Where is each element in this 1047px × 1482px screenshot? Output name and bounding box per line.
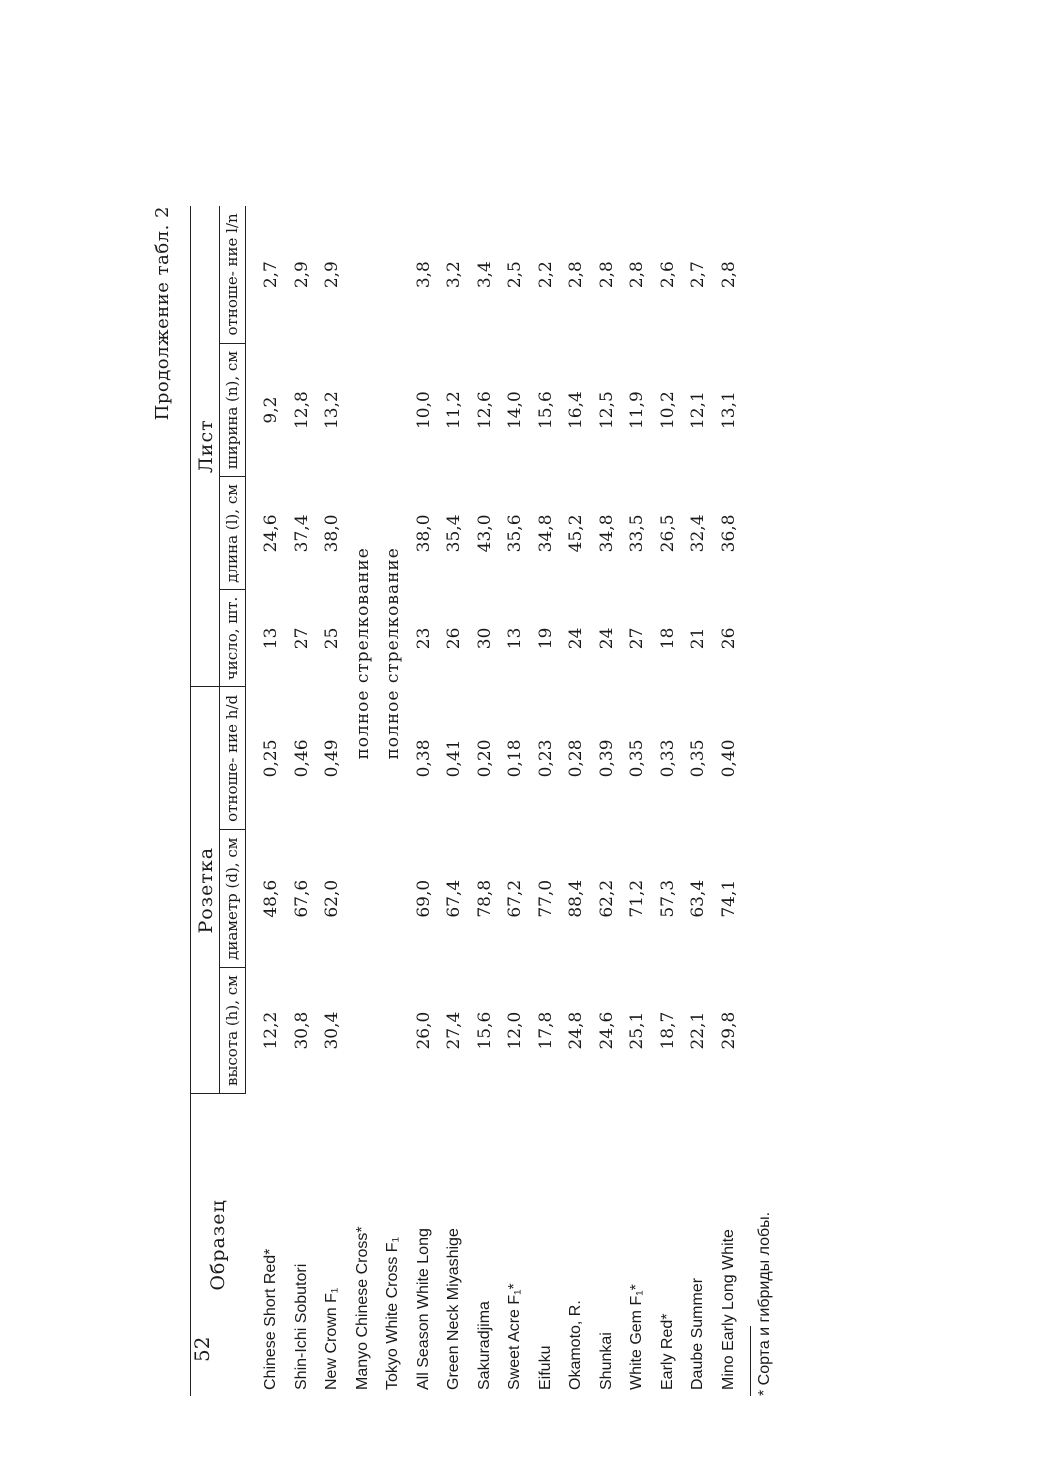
table-row <box>246 206 287 1396</box>
cell-h: 18,7 <box>657 1011 678 1050</box>
cell-num: 30 <box>474 627 495 650</box>
cell-h: 27,4 <box>444 1011 465 1050</box>
group-header-rozetka: Розетка <box>191 687 220 1094</box>
cell-h: 12,2 <box>261 1011 282 1050</box>
column-header-height: высота (h), см <box>220 968 246 1094</box>
page-number: 52 <box>190 1336 214 1362</box>
cell-name: Chinese Short Red* <box>262 1248 279 1390</box>
cell-h: 30,4 <box>322 1011 343 1050</box>
cell-name: Shin-Ichi Sobutori <box>292 1263 310 1390</box>
cell-n: 11,2 <box>444 391 465 430</box>
cell-d: 62,2 <box>596 879 617 918</box>
cell-l: 45,2 <box>566 514 587 553</box>
cell-l: 32,4 <box>688 514 709 553</box>
cell-d: 63,4 <box>688 879 709 918</box>
table-row <box>622 206 653 1396</box>
cell-hd: 0,40 <box>718 739 739 778</box>
cell-hd: 0,28 <box>566 739 587 778</box>
cell-hd: 0,49 <box>322 739 343 778</box>
cell-num: 24 <box>596 627 617 650</box>
cell-h: 30,8 <box>291 1011 312 1050</box>
cell-h: 17,8 <box>535 1011 556 1050</box>
cell-l: 35,6 <box>505 514 526 553</box>
cell-h: 24,8 <box>566 1011 587 1050</box>
cell-d: 62,0 <box>322 879 343 918</box>
table-row <box>561 206 592 1396</box>
cell-ln: 2,5 <box>505 261 526 289</box>
cell-ln: 3,2 <box>444 261 465 289</box>
table-row <box>683 206 714 1396</box>
header-row-groups <box>191 206 220 1396</box>
cell-d: 67,2 <box>505 879 526 918</box>
table-row <box>592 206 623 1396</box>
cell-h: 29,8 <box>718 1011 739 1050</box>
cell-num: 13 <box>261 627 282 650</box>
cell-ln: 2,8 <box>566 261 587 289</box>
column-header-diameter: диаметр (d), см <box>220 830 246 968</box>
cell-h: 25,1 <box>627 1011 648 1050</box>
cell-n: 11,9 <box>627 391 648 430</box>
cell-num: 13 <box>505 627 526 650</box>
cell-d: 88,4 <box>566 879 587 918</box>
column-header-obrazets: Образец <box>191 1094 246 1397</box>
table-row <box>714 206 745 1396</box>
cell-d: 69,0 <box>413 879 434 918</box>
cell-hd: 0,25 <box>261 739 282 778</box>
column-header-length: длина (l), см <box>220 477 246 590</box>
cell-h: 12,0 <box>505 1011 526 1050</box>
cell-l: 43,0 <box>474 514 495 553</box>
cell-name: Daube Summer <box>689 1277 707 1390</box>
table-row <box>470 206 501 1396</box>
cell-num: 19 <box>535 627 556 650</box>
column-header-count: число, шт. <box>220 590 246 687</box>
column-header-ratio-hd: отноше- ние h/d <box>220 687 246 830</box>
cell-ln: 2,7 <box>261 261 282 289</box>
cell-l: 34,8 <box>596 514 617 553</box>
cell-hd: 0,39 <box>596 739 617 778</box>
cell-d: 77,0 <box>535 879 556 918</box>
cell-num: 18 <box>657 627 678 650</box>
table-row <box>531 206 562 1396</box>
cell-ln: 2,8 <box>627 261 648 289</box>
cell-num: 27 <box>291 627 312 650</box>
cell-name: All Season White Long <box>414 1228 432 1390</box>
cell-d: 67,4 <box>444 879 465 918</box>
table-row <box>287 206 318 1396</box>
cell-note: полное стрелкование <box>383 547 404 760</box>
column-header-ratio-ln: отноше- ние l/n <box>220 206 246 343</box>
cell-hd: 0,46 <box>291 739 312 778</box>
cell-name: Early Red* <box>658 1313 676 1390</box>
table-row <box>653 206 684 1396</box>
cell-name: Okamoto, R. <box>567 1300 585 1390</box>
cell-ln: 2,7 <box>688 261 709 289</box>
cell-n: 14,0 <box>505 391 526 430</box>
data-table <box>190 206 744 1396</box>
table-row <box>348 206 379 1396</box>
column-header-width: ширина (n), см <box>220 343 246 477</box>
table-row <box>439 206 470 1396</box>
cell-d: 57,3 <box>657 879 678 918</box>
cell-name: Shunkai <box>597 1332 615 1390</box>
cell-hd: 0,35 <box>627 739 648 778</box>
cell-name: New Crown F₁ <box>323 1287 341 1390</box>
cell-hd: 0,23 <box>535 739 556 778</box>
cell-num: 26 <box>718 627 739 650</box>
cell-hd: 0,41 <box>444 739 465 778</box>
cell-num: 25 <box>322 627 343 650</box>
cell-n: 12,6 <box>474 391 495 430</box>
group-header-list: Лист <box>191 206 220 687</box>
cell-l: 33,5 <box>627 514 648 553</box>
cell-name: Eifuku <box>536 1345 554 1390</box>
cell-ln: 2,9 <box>291 261 312 289</box>
cell-l: 24,6 <box>261 514 282 553</box>
cell-hd: 0,20 <box>474 739 495 778</box>
cell-n: 9,2 <box>261 396 282 424</box>
cell-n: 13,1 <box>718 391 739 430</box>
cell-l: 34,8 <box>535 514 556 553</box>
table-row <box>317 206 348 1396</box>
cell-h: 24,6 <box>596 1011 617 1050</box>
cell-l: 37,4 <box>291 514 312 553</box>
cell-hd: 0,35 <box>688 739 709 778</box>
cell-l: 38,0 <box>413 514 434 553</box>
cell-name: Manyo Chinese Cross* <box>353 1226 371 1390</box>
cell-num: 23 <box>413 627 434 650</box>
cell-n: 12,8 <box>291 391 312 430</box>
cell-n: 13,2 <box>322 391 343 430</box>
cell-num: 26 <box>444 627 465 650</box>
cell-name: White Gem F₁* <box>628 1284 646 1390</box>
cell-hd: 0,33 <box>657 739 678 778</box>
cell-h: 22,1 <box>688 1011 709 1050</box>
cell-name: Green Neck Miyashige <box>445 1228 463 1390</box>
cell-ln: 2,8 <box>596 261 617 289</box>
cell-ln: 3,4 <box>474 261 495 289</box>
cell-ln: 2,9 <box>322 261 343 289</box>
cell-h: 26,0 <box>413 1011 434 1050</box>
footnote: * Сорта и гибриды лобы. <box>756 1211 773 1396</box>
cell-n: 12,1 <box>688 391 709 430</box>
cell-n: 10,0 <box>413 391 434 430</box>
footnote-rule <box>750 1326 751 1396</box>
cell-hd: 0,38 <box>413 739 434 778</box>
cell-d: 71,2 <box>627 879 648 918</box>
cell-ln: 2,6 <box>657 261 678 289</box>
cell-ln: 2,8 <box>718 261 739 289</box>
cell-n: 16,4 <box>566 391 587 430</box>
cell-hd: 0,18 <box>505 739 526 778</box>
cell-name: Tokyo White Cross F₁ <box>384 1237 402 1390</box>
cell-l: 26,5 <box>657 514 678 553</box>
cell-n: 12,5 <box>596 391 617 430</box>
cell-l: 38,0 <box>322 514 343 553</box>
cell-h: 15,6 <box>474 1011 495 1050</box>
cell-note: полное стрелкование <box>352 547 373 760</box>
cell-name: Sweet Acre F₁* <box>506 1283 524 1390</box>
cell-n: 10,2 <box>657 391 678 430</box>
cell-num: 27 <box>627 627 648 650</box>
rotated-table-page <box>150 206 800 1396</box>
table-caption: Продолжение табл. 2 <box>152 206 173 421</box>
cell-name: Mino Early Long White <box>719 1229 737 1390</box>
cell-ln: 3,8 <box>413 261 434 289</box>
cell-n: 15,6 <box>535 391 556 430</box>
cell-l: 36,8 <box>718 514 739 553</box>
table-row <box>378 206 409 1396</box>
cell-d: 67,6 <box>291 879 312 918</box>
cell-d: 78,8 <box>474 879 495 918</box>
cell-num: 24 <box>566 627 587 650</box>
cell-d: 74,1 <box>718 879 739 918</box>
table-row <box>500 206 531 1396</box>
cell-l: 35,4 <box>444 514 465 553</box>
cell-num: 21 <box>688 627 709 650</box>
cell-name: Sakuradjima <box>475 1301 493 1390</box>
table-row <box>409 206 440 1396</box>
cell-d: 48,6 <box>261 879 282 918</box>
cell-ln: 2,2 <box>535 261 556 289</box>
